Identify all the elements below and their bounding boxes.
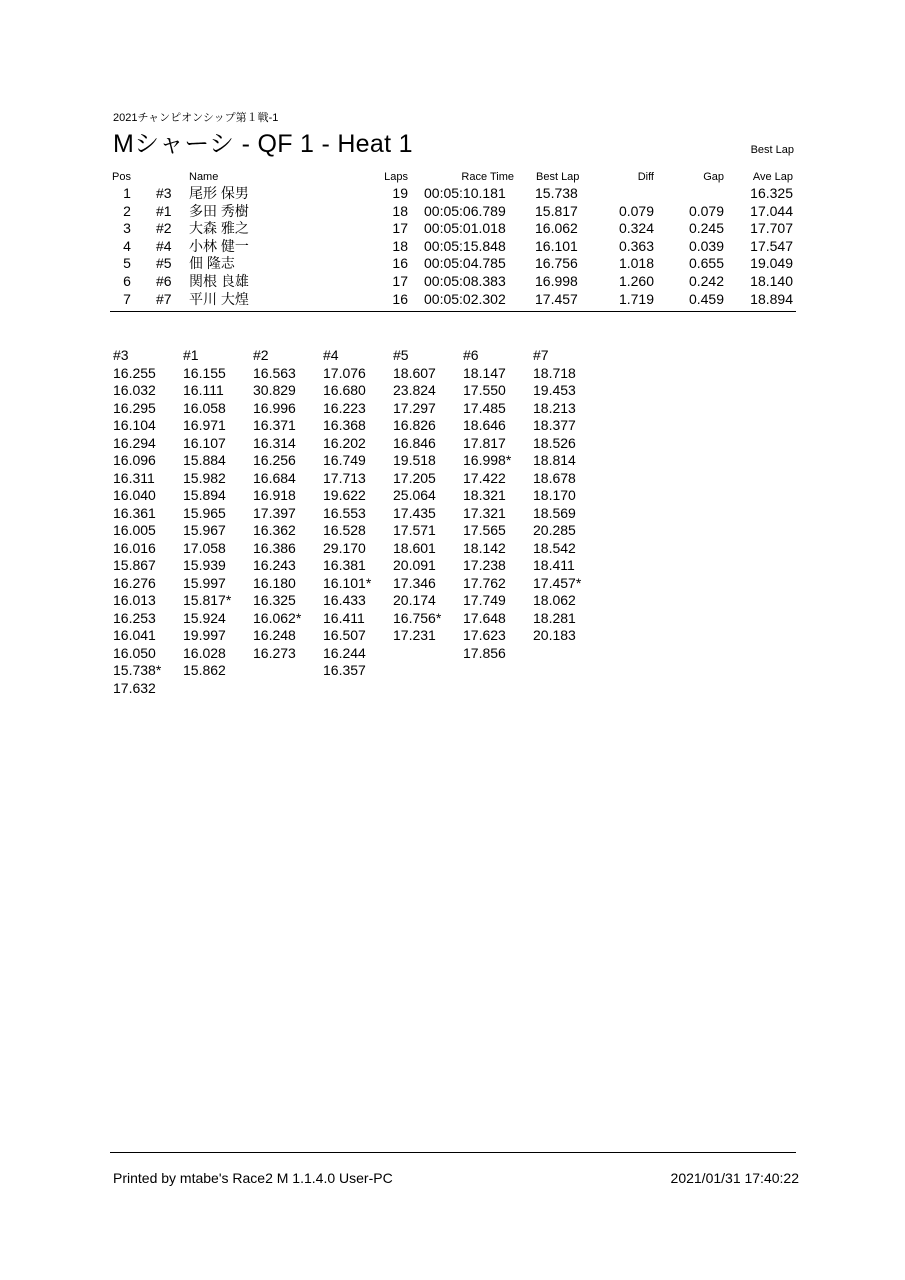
lap-time: 16.749 xyxy=(323,452,366,468)
lap-time: 16.276 xyxy=(113,574,156,591)
lap-time: 16.314 xyxy=(253,434,296,451)
result-driver-name: 大森 雅之 xyxy=(189,220,249,237)
result-gap: 0.079 xyxy=(688,202,724,219)
lap-column-header: #4 xyxy=(323,347,339,363)
lap-column xyxy=(393,347,463,645)
lap-time: 17.238 xyxy=(463,557,506,573)
result-best-lap: 15.738 xyxy=(535,185,578,201)
lap-time: 23.824 xyxy=(393,382,436,398)
lap-time: 16.996 xyxy=(253,399,296,416)
lap-time: 18.377 xyxy=(533,417,576,433)
lap-time: 19.453 xyxy=(533,382,576,398)
result-driver-name: 小林 健一 xyxy=(189,237,249,254)
event-subtitle: 2021チャンピオンシップ第１戦-1 xyxy=(113,112,279,124)
lap-time: 17.397 xyxy=(253,504,296,521)
result-pos: 1 xyxy=(123,185,131,201)
result-ave-lap: 18.894 xyxy=(750,290,793,307)
result-ave-lap: 19.049 xyxy=(750,255,793,272)
lap-time: 19.997 xyxy=(183,627,226,643)
result-race-time: 00:05:08.383 xyxy=(424,272,506,289)
lap-time: 17.485 xyxy=(463,399,506,416)
lap-time: 18.678 xyxy=(533,469,576,486)
lap-time: 16.013 xyxy=(113,592,156,608)
result-diff: 1.260 xyxy=(618,272,654,289)
lap-time: 16.361 xyxy=(113,504,156,521)
result-car-number: #6 xyxy=(156,272,172,289)
lap-column-header: #2 xyxy=(253,347,269,363)
results-body xyxy=(110,185,796,308)
lap-time: 16.381 xyxy=(323,557,366,573)
lap-time: 15.884 xyxy=(183,452,226,468)
lap-time: 16.918 xyxy=(253,487,296,503)
lap-time: 16.005 xyxy=(113,522,156,538)
column-header-pos: Pos xyxy=(112,171,131,183)
result-best-lap: 16.756 xyxy=(535,255,578,272)
result-pos: 5 xyxy=(123,255,131,272)
lap-time: 16.028 xyxy=(183,644,226,661)
lap-time: 17.435 xyxy=(393,504,436,521)
lap-time: 17.346 xyxy=(393,574,436,591)
lap-time: 17.571 xyxy=(393,522,436,538)
lap-time: 16.040 xyxy=(113,487,156,503)
lap-time: 16.016 xyxy=(113,539,156,556)
lap-time: 16.180 xyxy=(253,574,296,591)
lap-time: 16.998* xyxy=(463,452,512,468)
lap-time: 18.526 xyxy=(533,434,576,451)
result-race-time: 00:05:01.018 xyxy=(424,220,506,237)
lap-time: 18.542 xyxy=(533,539,576,556)
lap-time: 18.411 xyxy=(533,557,575,573)
result-gap: 0.039 xyxy=(688,237,724,254)
result-race-time: 00:05:06.789 xyxy=(424,202,506,219)
lap-time: 16.386 xyxy=(253,539,296,556)
result-gap: 0.242 xyxy=(688,272,724,289)
lap-time: 16.041 xyxy=(113,627,156,643)
result-best-lap: 17.457 xyxy=(535,290,578,307)
lap-column-header: #7 xyxy=(533,347,549,363)
result-ave-lap: 17.547 xyxy=(750,237,793,254)
column-header-diff: Diff xyxy=(637,171,654,183)
result-gap: 0.459 xyxy=(688,290,724,307)
results-row xyxy=(110,203,796,221)
lap-time: 17.713 xyxy=(323,469,366,486)
lap-time: 18.062 xyxy=(533,592,576,608)
column-header-race-time: Race Time xyxy=(461,171,514,183)
lap-time: 19.622 xyxy=(323,487,366,503)
lap-time: 29.170 xyxy=(323,539,366,556)
lap-time: 18.321 xyxy=(463,487,506,503)
lap-time: 16.826 xyxy=(393,417,436,433)
lap-time: 18.147 xyxy=(463,364,506,381)
lap-time: 16.294 xyxy=(113,434,156,451)
result-driver-name: 平川 大煌 xyxy=(189,290,249,307)
lap-time: 15.967 xyxy=(183,522,226,538)
lap-time: 16.368 xyxy=(323,417,366,433)
lap-time: 16.357 xyxy=(323,662,366,678)
lap-time: 16.433 xyxy=(323,592,366,608)
lap-time: 16.243 xyxy=(253,557,296,573)
lap-column-header: #5 xyxy=(393,347,409,363)
result-diff: 1.719 xyxy=(618,290,654,307)
result-ave-lap: 16.325 xyxy=(750,185,793,201)
lap-time: 16.553 xyxy=(323,504,366,521)
result-ave-lap: 17.044 xyxy=(750,202,793,219)
result-driver-name: 関根 良雄 xyxy=(189,272,249,289)
lap-time: 18.213 xyxy=(533,399,576,416)
results-header-row xyxy=(110,170,796,185)
lap-time: 16.062* xyxy=(253,609,302,626)
lap-column xyxy=(183,347,253,680)
lap-time: 17.297 xyxy=(393,399,436,416)
result-best-lap: 16.998 xyxy=(535,272,578,289)
result-pos: 7 xyxy=(123,290,131,307)
lap-time: 16.248 xyxy=(253,627,296,643)
lap-time: 16.253 xyxy=(113,609,156,626)
lap-time: 15.817* xyxy=(183,592,232,608)
results-divider xyxy=(110,311,796,312)
lap-time: 18.281 xyxy=(533,609,576,626)
lap-time: 20.174 xyxy=(393,592,436,608)
lap-time: 16.311 xyxy=(113,469,155,486)
lap-time: 16.111 xyxy=(183,382,224,398)
best-lap-note: Best Lap xyxy=(750,144,794,156)
lap-time: 16.101* xyxy=(323,574,372,591)
result-car-number: #1 xyxy=(156,202,172,219)
lap-time: 18.814 xyxy=(533,452,576,468)
lap-time: 16.104 xyxy=(113,417,156,433)
result-diff: 0.324 xyxy=(618,220,654,237)
lap-time: 18.601 xyxy=(393,539,436,556)
result-race-time: 00:05:04.785 xyxy=(424,255,506,272)
lap-time: 16.507 xyxy=(323,627,366,643)
results-row xyxy=(110,220,796,238)
results-table xyxy=(110,170,796,308)
lap-time: 17.856 xyxy=(463,644,506,661)
lap-column-header: #3 xyxy=(113,347,129,363)
lap-time: 16.096 xyxy=(113,452,156,468)
lap-column xyxy=(253,347,323,662)
result-ave-lap: 17.707 xyxy=(750,220,793,237)
lap-time: 20.183 xyxy=(533,627,576,643)
result-laps: 18 xyxy=(392,237,408,254)
lap-time: 17.623 xyxy=(463,627,506,643)
footer-divider xyxy=(110,1152,796,1153)
lap-column xyxy=(463,347,533,662)
column-header-ave-lap: Ave Lap xyxy=(752,171,793,183)
lap-time: 15.965 xyxy=(183,504,226,521)
lap-time: 16.107 xyxy=(183,434,226,451)
column-header-best-lap: Best Lap xyxy=(536,171,580,183)
lap-time: 17.762 xyxy=(463,574,506,591)
lap-time: 16.050 xyxy=(113,644,156,661)
lap-time: 17.550 xyxy=(463,382,506,398)
lap-time: 15.924 xyxy=(183,609,226,626)
result-laps: 16 xyxy=(392,255,408,272)
lap-time: 16.255 xyxy=(113,364,156,381)
lap-time: 16.756* xyxy=(393,609,442,626)
lap-time: 16.202 xyxy=(323,434,366,451)
lap-time: 17.231 xyxy=(393,627,436,643)
result-car-number: #5 xyxy=(156,255,172,272)
lap-time: 17.565 xyxy=(463,522,506,538)
result-gap: 0.245 xyxy=(688,220,724,237)
lap-time: 16.362 xyxy=(253,522,296,538)
lap-time: 17.648 xyxy=(463,609,506,626)
lap-time: 16.563 xyxy=(253,364,296,381)
lap-time: 16.223 xyxy=(323,399,366,416)
lap-column xyxy=(113,347,183,697)
lap-time: 16.256 xyxy=(253,452,296,468)
lap-time: 20.091 xyxy=(393,557,436,573)
result-car-number: #7 xyxy=(156,290,172,307)
lap-time: 17.058 xyxy=(183,539,226,556)
result-race-time: 00:05:15.848 xyxy=(424,237,506,254)
lap-time: 16.295 xyxy=(113,399,156,416)
lap-time: 18.142 xyxy=(463,539,506,556)
lap-time: 18.646 xyxy=(463,417,506,433)
lap-time: 16.058 xyxy=(183,399,226,416)
lap-time: 17.749 xyxy=(463,592,506,608)
result-pos: 4 xyxy=(123,237,131,254)
column-header-gap: Gap xyxy=(703,171,724,183)
result-pos: 3 xyxy=(123,220,131,237)
lap-time: 16.273 xyxy=(253,644,296,661)
lap-time: 17.817 xyxy=(463,434,506,451)
page-title: Mシャーシ - QF 1 - Heat 1 xyxy=(113,130,413,158)
result-car-number: #2 xyxy=(156,220,172,237)
lap-column xyxy=(533,347,603,645)
result-pos: 6 xyxy=(123,272,131,289)
result-laps: 17 xyxy=(392,272,408,289)
result-best-lap: 15.817 xyxy=(535,202,578,219)
lap-time: 25.064 xyxy=(393,487,436,503)
lap-column-header: #1 xyxy=(183,347,199,363)
lap-time: 16.684 xyxy=(253,469,296,486)
lap-time: 30.829 xyxy=(253,382,296,398)
print-timestamp: 2021/01/31 17:40:22 xyxy=(670,1170,799,1186)
lap-time: 15.939 xyxy=(183,557,226,573)
column-header-name: Name xyxy=(189,171,219,183)
result-race-time: 00:05:10.181 xyxy=(424,185,506,201)
lap-time: 16.528 xyxy=(323,522,366,538)
lap-time: 16.371 xyxy=(253,417,296,433)
lap-time: 15.982 xyxy=(183,469,226,486)
result-car-number: #4 xyxy=(156,237,172,254)
result-pos: 2 xyxy=(123,202,131,219)
results-row xyxy=(110,273,796,291)
lap-time: 15.738* xyxy=(113,662,162,678)
lap-time: 15.997 xyxy=(183,574,226,591)
lap-time: 18.607 xyxy=(393,364,436,381)
column-header-laps: Laps xyxy=(384,171,408,183)
result-best-lap: 16.101 xyxy=(535,237,578,254)
result-driver-name: 多田 秀樹 xyxy=(189,202,249,219)
lap-time: 16.032 xyxy=(113,382,156,398)
results-row xyxy=(110,291,796,309)
lap-time: 16.155 xyxy=(183,364,226,381)
lap-time: 15.862 xyxy=(183,662,226,678)
result-driver-name: 尾形 保男 xyxy=(189,185,249,201)
lap-time: 16.411 xyxy=(323,609,365,626)
results-row xyxy=(110,238,796,256)
result-car-number: #3 xyxy=(156,185,172,201)
lap-time: 16.971 xyxy=(183,417,226,433)
result-diff: 0.079 xyxy=(618,202,654,219)
lap-time: 18.170 xyxy=(533,487,576,503)
lap-time: 16.244 xyxy=(323,644,366,661)
results-row xyxy=(110,185,796,203)
lap-time: 19.518 xyxy=(393,452,436,468)
lap-time: 16.325 xyxy=(253,592,296,608)
result-laps: 16 xyxy=(392,290,408,307)
lap-time: 16.846 xyxy=(393,434,436,451)
lap-time: 17.422 xyxy=(463,469,506,486)
lap-column-header: #6 xyxy=(463,347,479,363)
lap-time: 17.632 xyxy=(113,679,156,696)
lap-time: 20.285 xyxy=(533,522,576,538)
printed-by: Printed by mtabe's Race2 M 1.1.4.0 User-PC xyxy=(113,1170,393,1186)
result-ave-lap: 18.140 xyxy=(750,272,793,289)
result-race-time: 00:05:02.302 xyxy=(424,290,506,307)
result-gap: 0.655 xyxy=(688,255,724,272)
lap-time: 15.867 xyxy=(113,557,156,573)
result-driver-name: 佃 隆志 xyxy=(189,255,235,272)
lap-time: 17.457* xyxy=(533,574,582,591)
lap-time: 18.718 xyxy=(533,364,576,381)
results-row xyxy=(110,255,796,273)
lap-time: 17.321 xyxy=(463,504,506,521)
result-laps: 17 xyxy=(392,220,408,237)
result-diff: 0.363 xyxy=(618,237,654,254)
result-best-lap: 16.062 xyxy=(535,220,578,237)
lap-time: 16.680 xyxy=(323,382,366,398)
lap-time: 18.569 xyxy=(533,504,576,521)
lap-column xyxy=(323,347,393,680)
result-laps: 18 xyxy=(392,202,408,219)
result-diff: 1.018 xyxy=(618,255,654,272)
lap-time: 17.076 xyxy=(323,364,366,381)
result-laps: 19 xyxy=(392,185,408,201)
lap-time: 15.894 xyxy=(183,487,226,503)
lap-time: 17.205 xyxy=(393,469,436,486)
